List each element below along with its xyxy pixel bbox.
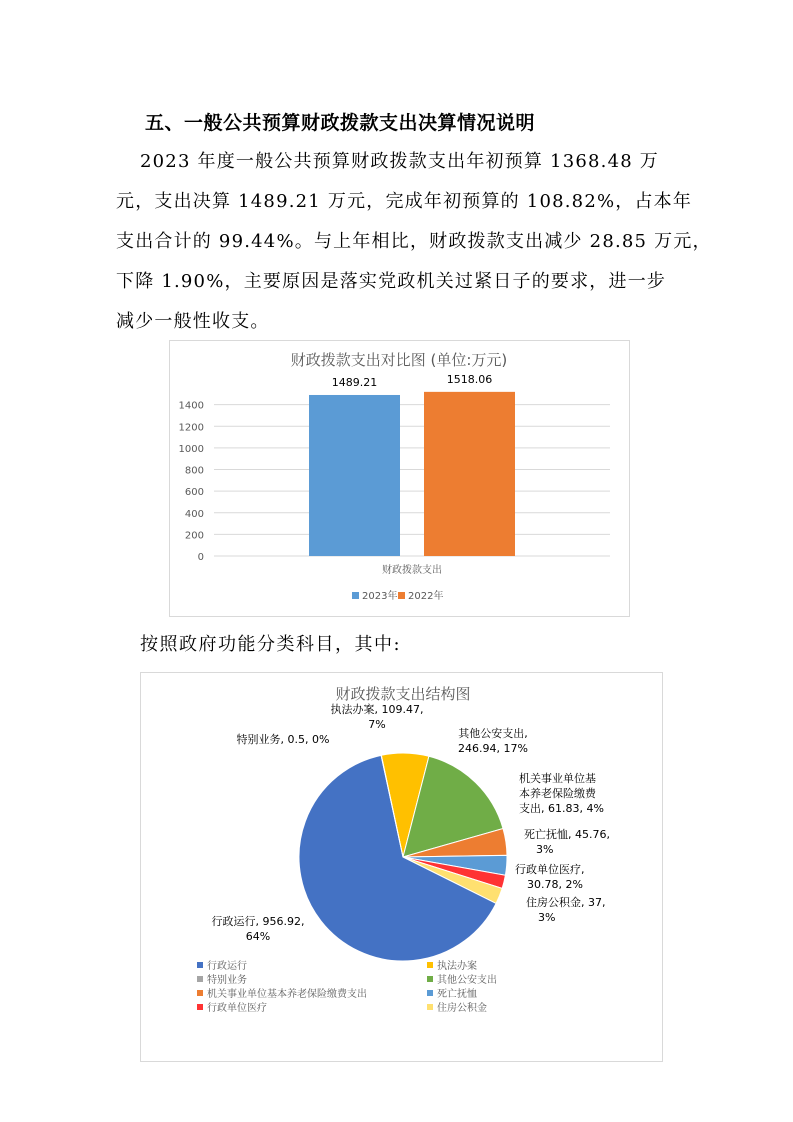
pie-data-label: 30.78, 2% [527, 878, 583, 891]
paragraph-line: 减少一般性收支。 [116, 311, 270, 332]
y-tick-label: 1000 [178, 443, 204, 455]
pie-data-label: 3% [536, 843, 554, 856]
legend-swatch [427, 990, 433, 996]
pie-data-label: 支出, 61.83, 4% [519, 802, 604, 815]
bar-chart-comparison [169, 340, 630, 617]
legend-swatch [197, 976, 203, 982]
pie-data-label: 其他公安支出, [458, 727, 528, 740]
bar-2023年 [309, 395, 400, 556]
legend-swatch [197, 962, 203, 968]
pie-data-label: 特别业务, 0.5, 0% [236, 733, 330, 746]
legend-label: 其他公安支出 [437, 975, 497, 986]
pie-data-label: 死亡抚恤, 45.76, [524, 828, 610, 841]
pie-data-label: 本养老保险缴费 [519, 787, 596, 800]
pie-data-label: 住房公积金, 37, [526, 896, 606, 909]
paragraph-line: 支出合计的 99.44%。与上年相比，财政拨款支出减少 28.85 万元， [116, 231, 712, 252]
legend-swatch [197, 1004, 203, 1010]
legend-label: 特别业务 [207, 975, 247, 986]
pie-data-label: 246.94, 17% [458, 742, 528, 755]
legend-label: 执法办案 [437, 961, 477, 972]
section-heading: 五、一般公共预算财政拨款支出决算情况说明 [145, 112, 536, 134]
pie-data-label: 机关事业单位基 [519, 772, 596, 785]
pie-data-label: 7% [368, 718, 386, 731]
y-tick-label: 200 [184, 530, 204, 542]
pie-data-label: 执法办案, 109.47, [330, 703, 424, 716]
y-tick-label: 800 [184, 465, 204, 477]
bar-2022年 [424, 392, 515, 556]
bar-data-label: 1489.21 [331, 375, 378, 389]
y-tick-label: 400 [184, 508, 204, 520]
subheading: 按照政府功能分类科目，其中: [140, 634, 402, 655]
pie-data-label: 行政运行, 956.92, [211, 915, 305, 928]
legend-label: 死亡抚恤 [437, 989, 477, 1000]
y-tick-label: 600 [184, 487, 204, 499]
pie-data-label: 3% [538, 911, 556, 924]
paragraph-line: 元，支出决算 1489.21 万元，完成年初预算的 108.82%，占本年 [116, 191, 693, 212]
legend-label: 行政单位医疗 [207, 1003, 267, 1014]
legend-label: 机关事业单位基本养老保险缴费支出 [207, 989, 367, 1000]
legend-swatch [197, 990, 203, 996]
legend-label: 行政运行 [207, 961, 247, 972]
legend-label: 住房公积金 [437, 1003, 487, 1014]
pie-title: 财政拨款支出结构图 [335, 685, 471, 703]
paragraph-line: 2023 年度一般公共预算财政拨款支出年初预算 1368.48 万 [140, 151, 660, 172]
budget-paragraph [116, 142, 712, 342]
legend-swatch [427, 976, 433, 982]
legend-swatch [398, 592, 405, 599]
pie-data-label: 行政单位医疗, [515, 863, 585, 876]
bar-data-label: 1518.06 [446, 372, 493, 386]
y-tick-label: 1400 [178, 400, 204, 412]
pie-data-label: 64% [245, 930, 271, 943]
pie-chart-svg [141, 673, 662, 1061]
y-tick-label: 1200 [178, 422, 204, 434]
legend-label: 2023年 [362, 591, 398, 602]
x-tick-label: 财政拨款支出 [382, 565, 442, 576]
y-tick-label: 0 [197, 552, 204, 563]
pie-chart-structure [140, 672, 663, 1062]
paragraph-line: 下降 1.90%，主要原因是落实党政机关过紧日子的要求，进一步 [116, 271, 667, 292]
legend-label: 2022年 [408, 591, 444, 602]
legend-swatch [427, 962, 433, 968]
legend-swatch [427, 1004, 433, 1010]
legend-swatch [352, 592, 359, 599]
chart-title: 财政拨款支出对比图 (单位:万元) [290, 351, 508, 369]
bar-chart-svg [170, 341, 629, 616]
